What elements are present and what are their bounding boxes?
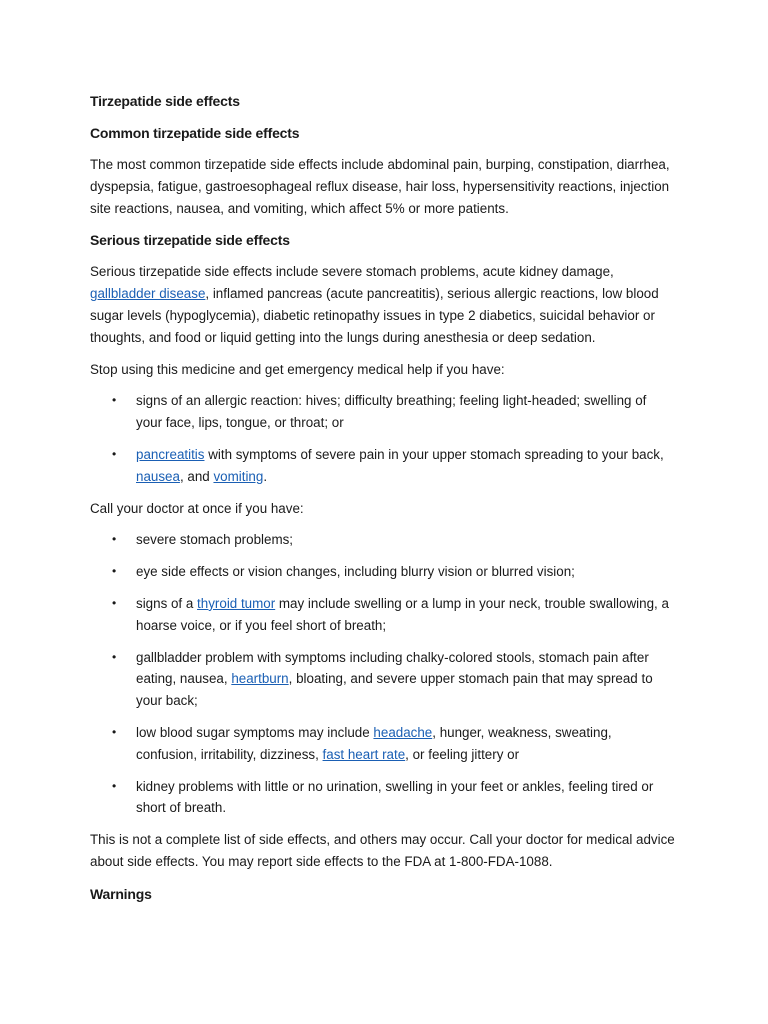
headache-link[interactable]: headache: [373, 724, 433, 740]
gallbladder-text-end: , bloating, and severe upper stomach pain that may spread to your back;: [136, 671, 653, 709]
bullet-icon: •: [112, 649, 117, 664]
serious-text-end: , inflamed pancreas (acute pancreatitis), serious allergic reactions, low blood sugar levels (hypoglycemia), diabetic retinopathy issues in type 2 diabetics, suicidal behavior or thoughts, and food or liquid getting into the lungs during anesthesia or deep sedation.: [90, 286, 659, 345]
allergic-reaction-text: signs of an allergic reaction: hives; difficulty breathing; feeling light-headed; swelling of your face, lips, tongue, or throat; or: [136, 393, 647, 431]
list-item: [90, 444, 676, 488]
pancreatitis-link[interactable]: pancreatitis: [136, 446, 205, 462]
low-blood-sugar-text-end: , or feeling jittery or: [405, 746, 520, 762]
stomach-problems-text: severe stomach problems;: [136, 532, 294, 548]
closing-paragraph: This is not a complete list of side effects, and others may occur. Call your doctor for medical advice about side effects. You may report side effects to the FDA at 1-800-FDA-1088.: [90, 832, 675, 869]
pancreatitis-text: with symptoms of severe pain in your upper stomach spreading to your back,: [204, 446, 664, 462]
warnings-heading: Warnings: [90, 885, 152, 902]
gallbladder-text-start: gallbladder problem with symptoms including chalky-colored stools, stomach pain after eating, nausea,: [136, 649, 649, 687]
emergency-list: [90, 390, 676, 487]
bullet-icon: •: [112, 564, 117, 579]
kidney-problems-text: kidney problems with little or no urination, swelling in your feet or ankles, feeling tired or short of breath.: [136, 778, 654, 816]
low-blood-sugar-text-start: low blood sugar symptoms may include: [136, 724, 374, 740]
list-item: [90, 561, 676, 583]
eye-side-effects-text: eye side effects or vision changes, including blurry vision or blurred vision;: [136, 564, 575, 580]
common-side-effects-heading: Common tirzepatide side effects: [90, 125, 300, 141]
document-page: [90, 90, 676, 905]
thyroid-text-start: signs of a: [136, 595, 198, 611]
gallbladder-disease-link[interactable]: gallbladder disease: [90, 286, 206, 302]
bullet-icon: •: [112, 393, 117, 408]
bullet-icon: •: [112, 778, 117, 793]
list-item: [90, 647, 676, 712]
vomiting-link[interactable]: vomiting: [213, 468, 264, 484]
thyroid-tumor-link[interactable]: thyroid tumor: [197, 595, 276, 611]
emergency-intro: Stop using this medicine and get emergency medical help if you have:: [90, 361, 505, 377]
list-item: [90, 593, 676, 637]
doctor-intro: Call your doctor at once if you have:: [90, 500, 304, 516]
bullet-icon: •: [112, 446, 117, 461]
serious-side-effects-paragraph: [90, 261, 676, 348]
period-text: .: [263, 468, 268, 484]
bullet-icon: •: [112, 532, 117, 547]
common-side-effects-paragraph: The most common tirzepatide side effects include abdominal pain, burping, constipation, diarrhea, dyspepsia, fatigue, gastroesophageal reflux disease, hair loss, hypersensitivity reactions, injection site reactions, nausea, and vomiting, which affect 5% or more patients.: [90, 157, 670, 216]
heartburn-link[interactable]: heartburn: [231, 671, 289, 687]
thyroid-text-end: may include swelling or a lump in your neck, trouble swallowing, a hoarse voice, or if you feel short of breath;: [136, 595, 669, 633]
list-item: [90, 776, 676, 820]
list-item: [90, 529, 676, 551]
serious-side-effects-heading: Serious tirzepatide side effects: [90, 232, 290, 249]
doctor-list: [90, 529, 676, 819]
list-item: [90, 390, 676, 434]
nausea-link[interactable]: nausea: [136, 468, 180, 484]
document-title: Tirzepatide side effects: [90, 93, 240, 109]
low-blood-sugar-text-mid: , hunger, weakness, sweating, confusion, irritability, dizziness,: [136, 724, 612, 762]
fast-heart-rate-link[interactable]: fast heart rate: [322, 746, 406, 762]
bullet-icon: •: [112, 595, 117, 610]
serious-text-start: Serious tirzepatide side effects include severe stomach problems, acute kidney damage,: [90, 264, 614, 280]
list-item: [90, 722, 676, 766]
and-text: , and: [179, 468, 214, 484]
bullet-icon: •: [112, 724, 117, 739]
